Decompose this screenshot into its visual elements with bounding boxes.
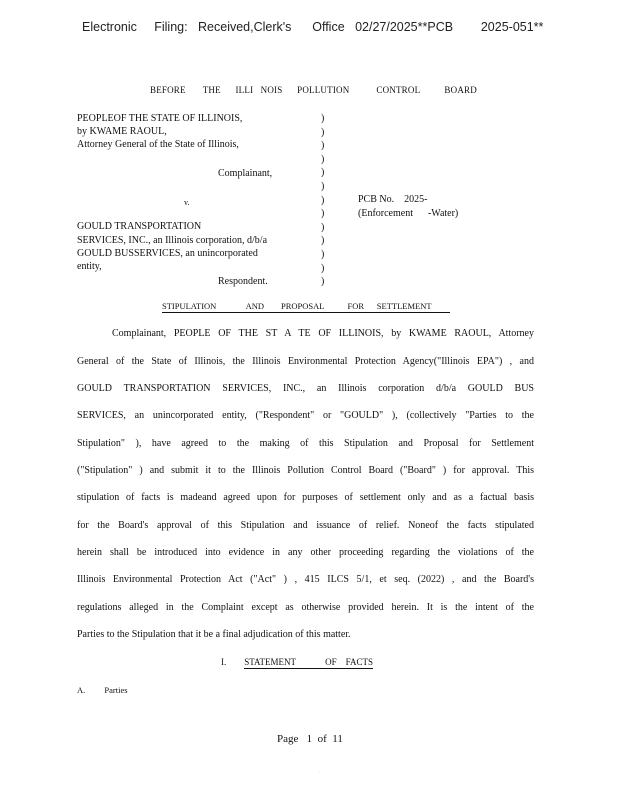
filing-stamp: Electronic Filing: Received,Clerk's Office 02/27/2025**PCB 2025-051** — [82, 20, 544, 34]
caption-respondent-line: entity, — [77, 261, 102, 272]
body-line: regulations alleged in the Complaint except as otherwise provided herein. It is the intent of the — [77, 602, 534, 613]
caption-parenthesis-column — [321, 112, 324, 289]
case-type: (Enforcement -Water) — [358, 208, 459, 219]
board-heading: BEFORE THE ILLI NOIS POLLUTION CONTROL BOARD — [150, 85, 477, 95]
caption-parenthesis: ) — [321, 167, 325, 179]
body-line: Complainant, PEOPLE OF THE ST A TE OF ILLINOIS, by KWAME RAOUL, Attorney — [112, 328, 534, 339]
caption-parenthesis: ) — [321, 180, 325, 192]
caption-parenthesis: ) — [321, 235, 325, 247]
scan-speck: · — [318, 770, 320, 776]
caption-complainant-label: Complainant, — [218, 168, 273, 179]
body-line: Parties to the Stipulation that it be a final adjudication of this matter. — [77, 629, 351, 640]
body-line: Illinois Environmental Protection Act ("Act" ) , 415 ILCS 5/1, et seq. (2022) , and the Board's — [77, 574, 534, 585]
body-line: General of the State of Illinois, the Illinois Environmental Protection Agency("Illinois EPA") , and — [77, 356, 534, 367]
section-number: I. — [221, 657, 227, 667]
caption-parenthesis: ) — [321, 126, 325, 138]
caption-parenthesis: ) — [321, 194, 325, 206]
caption-parenthesis: ) — [321, 262, 325, 274]
body-line: ("Stipulation" ) and submit it to the Illinois Pollution Control Board ("Board" ) for approval. This — [77, 465, 534, 476]
caption-parenthesis: ) — [321, 208, 325, 220]
caption-party-line: by KWAME RAOUL, — [77, 126, 167, 137]
caption-parenthesis: ) — [321, 248, 325, 260]
caption-parenthesis: ) — [321, 221, 325, 233]
caption-parenthesis: ) — [321, 153, 325, 165]
body-line: herein shall be introduced into evidence in any other proceeding regarding the violations of the — [77, 547, 534, 558]
page-number: Page 1 of 11 — [277, 733, 343, 745]
caption-versus: v. — [184, 198, 190, 207]
caption-party-line: Attorney General of the State of Illinois, — [77, 139, 239, 150]
body-line: SERVICES, an unincorporated entity, ("Respondent" or "GOULD" ), (collectively "Parties to the — [77, 410, 534, 421]
case-number: PCB No. 2025- — [358, 194, 428, 205]
caption-party-line: PEOPLEOF THE STATE OF ILLINOIS, — [77, 113, 243, 124]
subsection-title: Parties — [104, 685, 128, 695]
caption-parenthesis: ) — [321, 276, 325, 288]
caption-respondent-line: GOULD TRANSPORTATION — [77, 221, 202, 232]
body-line: Stipulation" ), have agreed to the making of this Stipulation and Proposal for Settlement — [77, 438, 534, 449]
body-line: for the Board's approval of this Stipulation and issuance of relief. Noneof the facts stipulated — [77, 520, 534, 531]
document-title: STIPULATION AND PROPOSAL FOR SETTLEMENT — [162, 301, 450, 313]
section-title: STATEMENT OF FACTS — [244, 657, 373, 667]
caption-parenthesis: ) — [321, 113, 325, 124]
body-line: stipulation of facts is madeand agreed upon for purposes of settlement only and as a factual basis — [77, 492, 534, 503]
body-line: GOULD TRANSPORTATION SERVICES, INC., an Illinois corporation d/b/a GOULD BUS — [77, 383, 534, 394]
caption-parenthesis: ) — [321, 140, 325, 152]
section-heading — [221, 657, 373, 667]
subsection-label: A. — [77, 685, 86, 695]
caption-respondent-label: Respondent. — [218, 276, 268, 287]
caption-respondent-line: GOULD BUSSERVICES, an unincorporated — [77, 248, 258, 259]
subsection-heading — [77, 685, 128, 695]
caption-respondent-line: SERVICES, INC., an Illinois corporation, d/b/a — [77, 235, 268, 246]
